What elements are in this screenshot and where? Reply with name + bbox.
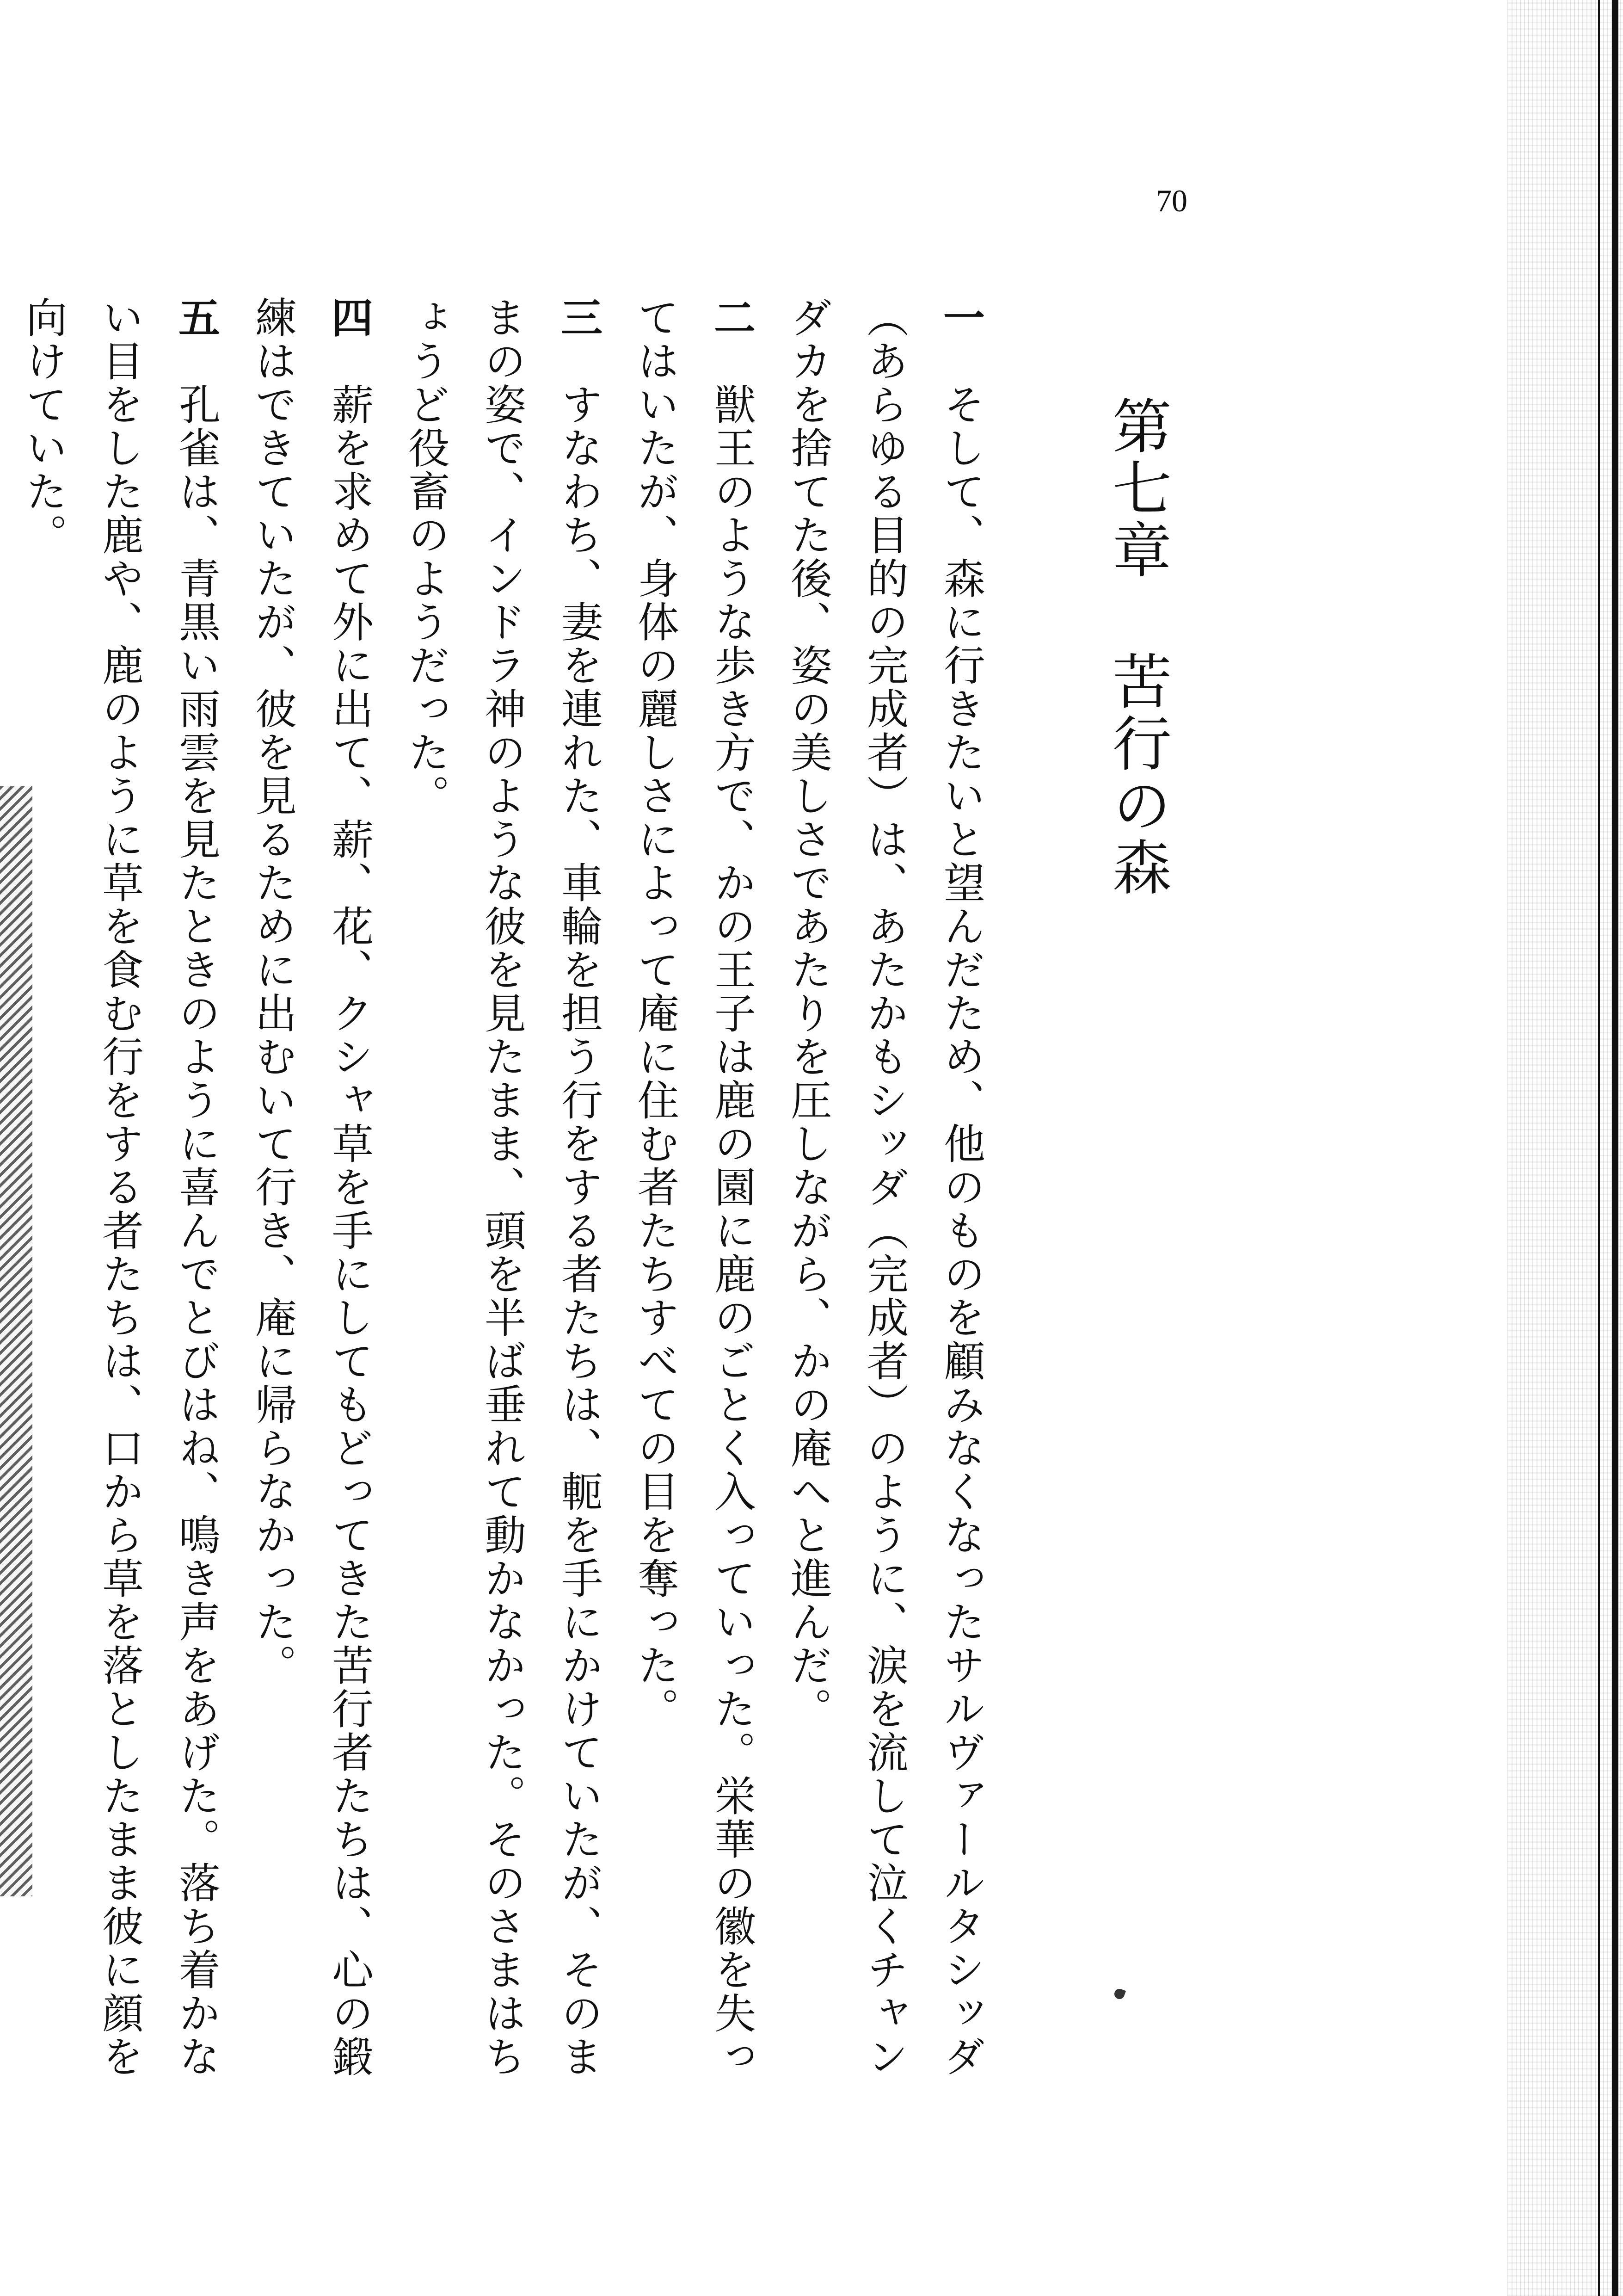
verse-number: 二 [707,296,756,339]
verse-4 [234,296,387,2100]
verse-text: 孔雀は、青黒い雨雲を見たときのように喜んでとびはね、鳴き声をあげた。落ち着かない目をした鹿や、鹿のように草を食む行をする者たちは、口から草を落としたまま彼に顔を向けていた。 [18,296,220,2079]
chapter-heading [1102,395,1179,899]
verse-number: 四 [324,296,373,339]
verse-1 [769,296,999,2100]
verse-5 [5,296,234,2100]
verse-number: 一 [936,296,985,339]
verse-text: 薪を求めて外に出て、薪、花、クシャ草を手にしてもどってきた苦行者たちは、心の鍛練はできていたが、彼を見るために出むいて行き、庵に帰らなかった。 [248,296,373,2079]
verse-3 [387,296,616,2100]
ink-speck [1113,1987,1126,2000]
verse-text: 獣王のような歩き方で、かの王子は鹿の園に鹿のごとく入っていった。栄華の徽を失ってはいたが、身体の麗しさによって庵に住む者たちすべての目を奪った。 [630,296,756,2079]
verse-text: そして、森に行きたいと望んだため、他のものを顧みなくなったサルヴァールタシッダ（あらゆる目的の完成者）は、あたかもシッダ（完成者）のように、涙を流して泣くチャンダカを捨てた後、姿の美しさであたりを圧しながら、かの庵へと進んだ。 [783,296,985,2079]
page-edge-rule [1612,0,1618,2296]
chapter-subtitle: 苦行の森 [1102,651,1171,899]
page-edge-rule [1598,0,1600,2296]
verse-text: すなわち、妻を連れた、車輪を担う行をする者たちは、軛を手にかけていたが、そのままの姿で、インドラ神のような彼を見たまま、頭を半ば垂れて動かなかった。そのさまはちょうど役畜のようだった。 [401,296,602,2079]
scan-page-edge [1507,0,1623,2296]
chapter-title: 第七章 [1102,395,1171,581]
verse-2 [616,296,769,2100]
page-number: 70 [1156,183,1187,218]
verse-number: 五 [171,296,220,339]
verse-number: 三 [553,296,602,339]
verse-text-block [18,296,999,2100]
